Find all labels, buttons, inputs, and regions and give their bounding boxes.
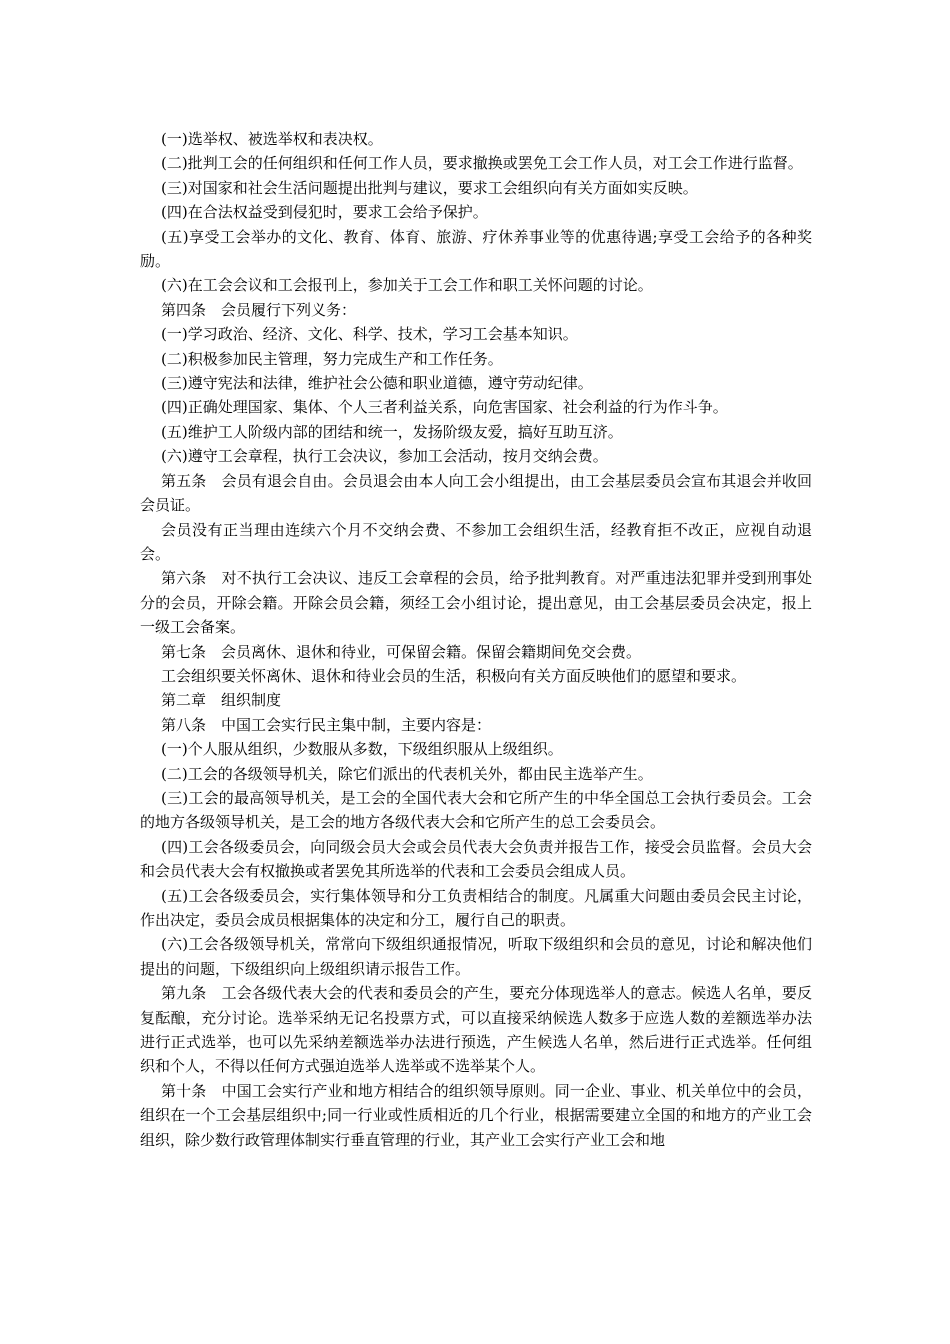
paragraph: (二)批判工会的任何组织和任何工作人员，要求撤换或罢免工会工作人员，对工会工作进行监督。: [161, 154, 803, 173]
paragraph: 第四条 会员履行下列义务：: [161, 300, 357, 319]
paragraph: (二)积极参加民主管理，努力完成生产和工作任务。: [161, 349, 503, 368]
paragraph: (六)工会各级领导机关，常常向下级组织通报情况，听取下级组织和会员的意见，讨论和解决他们提出的问题，下级组织向上级组织请示报告工作。: [140, 935, 812, 978]
paragraph: (一)选举权、被选举权和表决权。: [161, 130, 383, 148]
paragraph: 第五条 会员有退会自由。会员退会由本人向工会小组提出，由工会基层委员会宣布其退会并收回会员证。: [140, 471, 812, 515]
document-page: [140, 127, 812, 1152]
paragraph: (一)学习政治、经济、文化、科学、技术，学习工会基本知识。: [161, 325, 578, 344]
paragraph: (五)工会各级委员会，实行集体领导和分工负责相结合的制度。凡属重大问题由委员会民主讨论，作出决定，委员会成员根据集体的决定和分工，履行自己的职责。: [140, 886, 812, 929]
paragraph: 第六条 对不执行工会决议、违反工会章程的会员，给予批判教育。对严重违法犯罪并受到刑事处分的会员，开除会籍。开除会员会籍，须经工会小组讨论，提出意见，由工会基层委员会决定，报上一级工会备案。: [140, 569, 812, 637]
paragraph: (二)工会的各级领导机关，除它们派出的代表机关外，都由民主选举产生。: [161, 764, 653, 783]
paragraph: (三)遵守宪法和法律，维护社会公德和职业道德，遵守劳动纪律。: [161, 374, 593, 393]
paragraph: (四)在合法权益受到侵犯时，要求工会给予保护。: [161, 203, 488, 222]
paragraph: (六)在工会会议和工会报刊上，参加关于工会工作和职工关怀问题的讨论。: [161, 276, 653, 295]
paragraph: (六)遵守工会章程，执行工会决议，参加工会活动，按月交纳会费。: [161, 447, 608, 466]
paragraph: 第七条 会员离休、退休和待业，可保留会籍。保留会籍期间免交会费。: [161, 642, 642, 661]
paragraph: 第十条 中国工会实行产业和地方相结合的组织领导原则。同一企业、事业、机关单位中的会员，组织在一个工会基层组织中;同一行业或性质相近的几个行业，根据需要建立全国的和地方的产业工会组织，除少数行政管理体制实行垂直管理的行业，其产业工会实行产业工会和地: [140, 1081, 812, 1149]
paragraph: 第九条 工会各级代表大会的代表和委员会的产生，要充分体现选举人的意志。候选人名单，要反复酝酿，充分讨论。选举采纳无记名投票方式，可以直接采纳候选人数多于应选人数的差额选举办法进行正式选举，也可以先采纳差额选举办法进行预选，产生候选人名单，然后进行正式选举。任何组织和个人，不得以任何方式强迫选举人选举或不选举某个人。: [140, 984, 812, 1076]
paragraph: (五)享受工会举办的文化、教育、体育、旅游、疗休养事业等的优惠待遇;享受工会给予的各种奖励。: [140, 227, 812, 271]
paragraph: 会员没有正当理由连续六个月不交纳会费、不参加工会组织生活，经教育拒不改正，应视自动退会。: [140, 520, 812, 563]
paragraph: (五)维护工人阶级内部的团结和统一，发扬阶级友爱，搞好互助互济。: [161, 422, 623, 441]
paragraph: 第二章 组织制度: [161, 691, 282, 710]
paragraph: (四)工会各级委员会，向同级会员大会或会员代表大会负责并报告工作，接受会员监督。会员大会和会员代表大会有权撤换或者罢免其所选举的代表和工会委员会组成人员。: [140, 837, 812, 881]
paragraph: (三)对国家和社会生活问题提出批判与建议，要求工会组织向有关方面如实反映。: [161, 178, 698, 197]
paragraph: (四)正确处理国家、集体、个人三者利益关系，向危害国家、社会利益的行为作斗争。: [161, 398, 728, 417]
paragraph: (一)个人服从组织，少数服从多数，下级组织服从上级组织。: [161, 740, 563, 759]
paragraph: (三)工会的最高领导机关，是工会的全国代表大会和它所产生的中华全国总工会执行委员会。工会的地方各级领导机关，是工会的地方各级代表大会和它所产生的总工会委员会。: [140, 788, 812, 832]
paragraph: 第八条 中国工会实行民主集中制，主要内容是：: [161, 715, 492, 734]
paragraph: 工会组织要关怀离休、退休和待业会员的生活，积极向有关方面反映他们的愿望和要求。: [161, 666, 747, 685]
